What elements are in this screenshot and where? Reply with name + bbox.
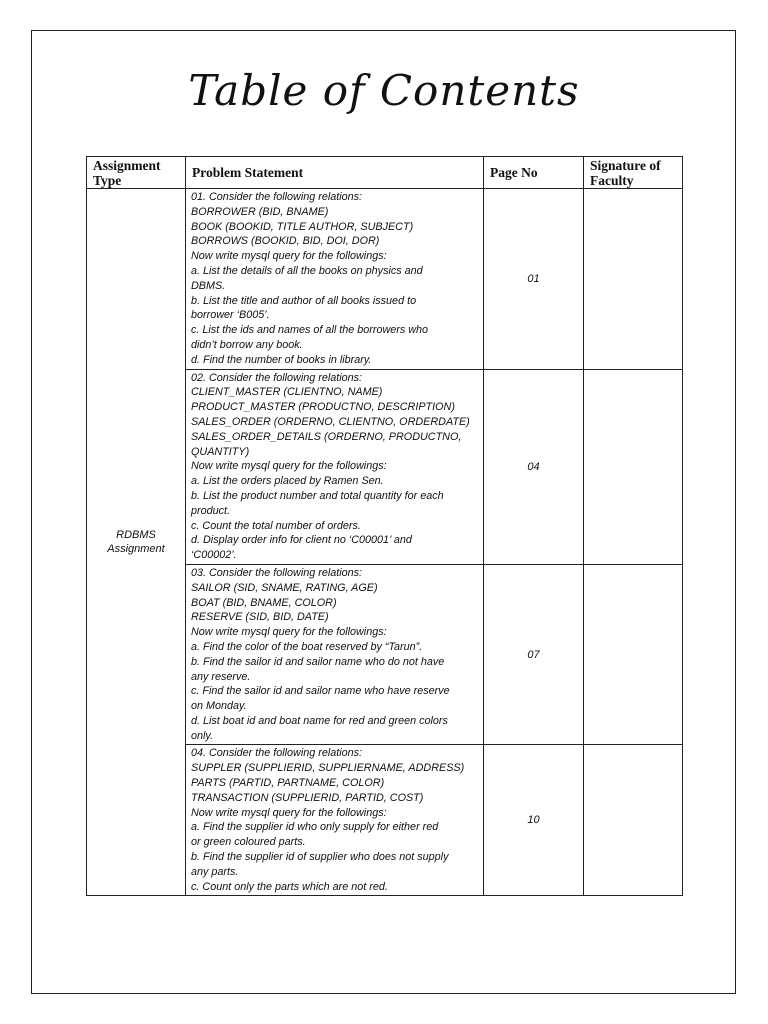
statement-line: product. <box>191 504 231 517</box>
statement-line: BORROWS (BOOKID, BID, DOI, DOR) <box>191 235 380 248</box>
statement-line: c. Count the total number of orders. <box>191 519 361 532</box>
statement-line: SALES_ORDER (ORDERNO, CLIENTNO, ORDERDATE) <box>191 415 470 428</box>
statement-line: borrower ‘B005’. <box>191 309 270 322</box>
header-page-no: Page No <box>484 157 584 189</box>
contents-table <box>86 156 683 896</box>
statement-line: b. List the product number and total quantity for each <box>191 489 444 502</box>
statement-line: a. List the details of all the books on physics and <box>191 264 423 277</box>
header-assignment-type: Assignment Type <box>87 157 186 189</box>
statement-line: Now write mysql query for the followings: <box>191 250 387 263</box>
statement-line: c. List the ids and names of all the borrowers who <box>191 324 429 337</box>
signature-cell <box>584 369 683 564</box>
statement-line: didn’t borrow any book. <box>191 338 303 351</box>
header-problem-statement: Problem Statement <box>186 157 484 189</box>
statement-line: BOAT (BID, BNAME, COLOR) <box>191 596 337 609</box>
problem-statement-cell <box>186 189 484 370</box>
statement-line: a. Find the supplier id who only supply for either red <box>191 821 439 834</box>
statement-line: 02. Consider the following relations: <box>191 371 363 384</box>
statement-line: b. Find the supplier id of supplier who does not supply <box>191 851 449 864</box>
statement-line: QUANTITY) <box>191 445 250 458</box>
statement-line: b. List the title and author of all books issued to <box>191 294 417 307</box>
statement-line: CLIENT_MASTER (CLIENTNO, NAME) <box>191 386 383 399</box>
statement-line: BORROWER (BID, BNAME) <box>191 205 329 218</box>
problem-statement-cell <box>186 745 484 896</box>
page-number-cell: 04 <box>484 369 584 564</box>
statement-line: TRANSACTION (SUPPLIERID, PARTID, COST) <box>191 791 424 804</box>
statement-line: a. Find the color of the boat reserved by “Tarun”. <box>191 640 423 653</box>
page-number-cell: 07 <box>484 564 584 745</box>
signature-cell <box>584 745 683 896</box>
statement-line: a. List the orders placed by Ramen Sen. <box>191 475 384 488</box>
statement-line: b. Find the sailor id and sailor name who do not have <box>191 655 445 668</box>
header-signature: Signature of Faculty <box>584 157 683 189</box>
statement-line: c. Count only the parts which are not red. <box>191 880 388 893</box>
statement-line: RESERVE (SID, BID, DATE) <box>191 611 329 624</box>
statement-line: 03. Consider the following relations: <box>191 566 363 579</box>
statement-line: SAILOR (SID, SNAME, RATING, AGE) <box>191 581 378 594</box>
statement-line: any reserve. <box>191 670 251 683</box>
statement-line: only. <box>191 729 214 742</box>
page-title: Table of Contents <box>188 66 580 115</box>
table-row <box>87 189 683 370</box>
statement-line: on Monday. <box>191 700 247 713</box>
statement-line: ‘C00002’. <box>191 549 237 562</box>
statement-line: PRODUCT_MASTER (PRODUCTNO, DESCRIPTION) <box>191 401 455 414</box>
signature-cell <box>584 189 683 370</box>
statement-line: BOOK (BOOKID, TITLE AUTHOR, SUBJECT) <box>191 220 414 233</box>
statement-line: d. Display order info for client no ‘C00001’ and <box>191 534 412 547</box>
page-number-cell: 01 <box>484 189 584 370</box>
statement-line: PARTS (PARTID, PARTNAME, COLOR) <box>191 777 385 790</box>
statement-line: Now write mysql query for the followings: <box>191 626 387 639</box>
statement-line: 04. Consider the following relations: <box>191 747 363 760</box>
statement-line: d. List boat id and boat name for red and green colors <box>191 714 448 727</box>
statement-line: any parts. <box>191 865 239 878</box>
statement-line: or green coloured parts. <box>191 836 306 849</box>
statement-line: SALES_ORDER_DETAILS (ORDERNO, PRODUCTNO, <box>191 430 462 443</box>
assignment-type-cell: RDBMS Assignment <box>87 189 186 896</box>
statement-line: Now write mysql query for the followings: <box>191 460 387 473</box>
statement-line: DBMS. <box>191 279 226 292</box>
signature-cell <box>584 564 683 745</box>
statement-line: d. Find the number of books in library. <box>191 353 372 366</box>
statement-line: Now write mysql query for the followings: <box>191 806 387 819</box>
header-row <box>87 157 683 189</box>
statement-line: SUPPLER (SUPPLIERID, SUPPLIERNAME, ADDRESS) <box>191 762 465 775</box>
statement-line: c. Find the sailor id and sailor name who have reserve <box>191 685 450 698</box>
statement-line: 01. Consider the following relations: <box>191 191 363 203</box>
problem-statement-cell <box>186 564 484 745</box>
problem-statement-cell <box>186 369 484 564</box>
page-number-cell: 10 <box>484 745 584 896</box>
